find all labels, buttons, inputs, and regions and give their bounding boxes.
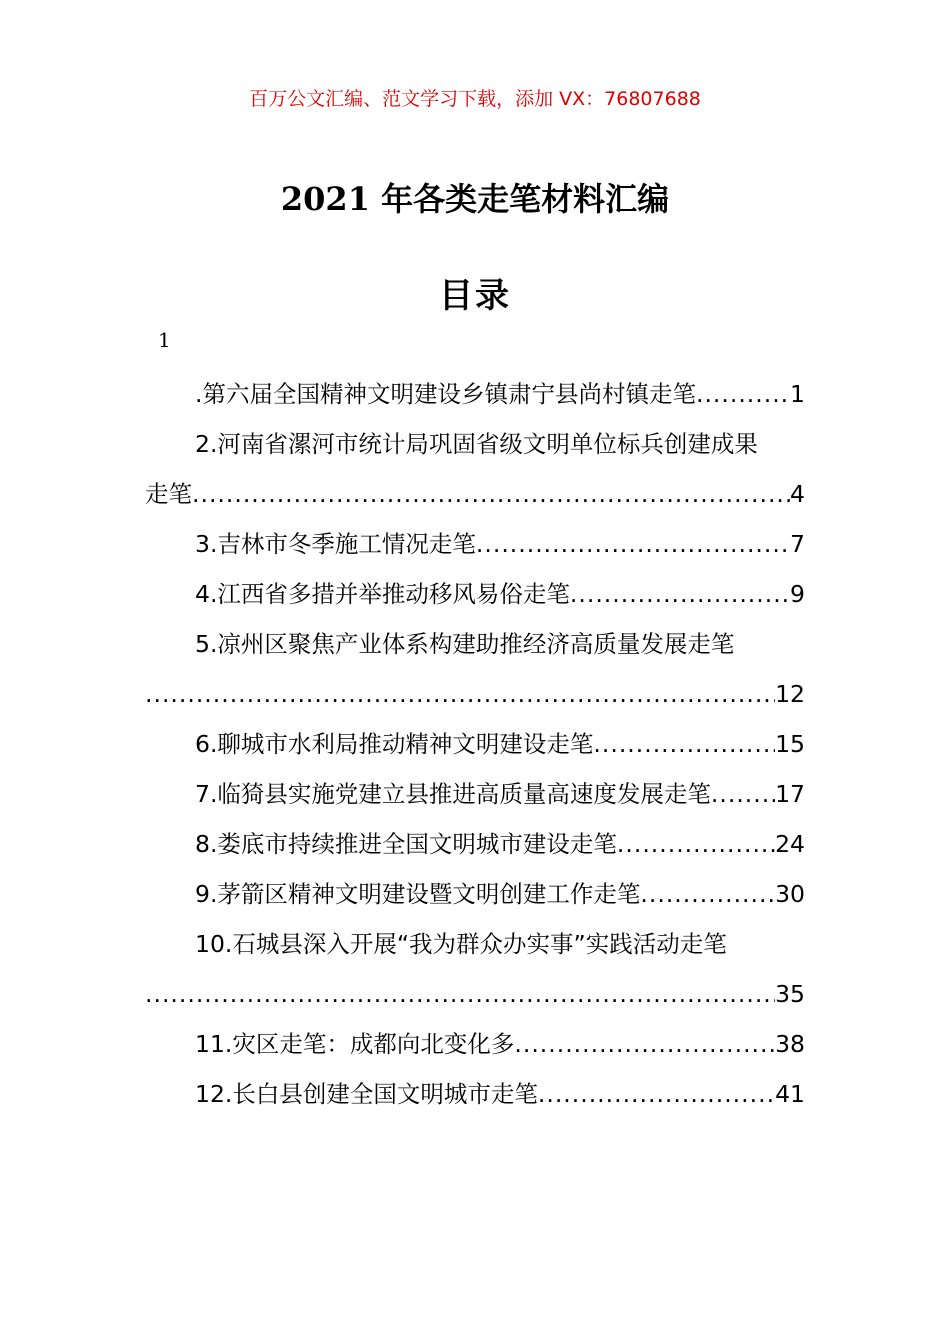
toc-entry-page: 30: [775, 880, 805, 908]
toc-entry[interactable]: [145, 819, 805, 869]
toc-entry[interactable]: [145, 1069, 805, 1119]
toc-leader-dots: [640, 869, 775, 919]
toc-entry-title: 4.江西省多措并举推动移风易俗走笔: [195, 580, 570, 608]
toc-leader-dots: [696, 369, 790, 419]
toc-entry[interactable]: [145, 869, 805, 919]
toc-leader-dots: [570, 569, 790, 619]
toc-leader-dots: [514, 1019, 775, 1069]
page-number-marker: 1: [158, 328, 171, 352]
toc-leader-dots: [476, 519, 790, 569]
toc-entry-title: 10.石城县深入开展“我为群众办实事”实践活动走笔: [195, 930, 727, 958]
header-watermark-note: 百万公文汇编、范文学习下载，添加 VX：76807688: [249, 88, 701, 110]
toc-entry-page: 7: [790, 530, 805, 558]
toc-entry-page: 12: [775, 680, 805, 708]
toc-entry[interactable]: [145, 569, 805, 619]
toc-leader-dots: [145, 969, 775, 1019]
toc-entry-page: 38: [775, 1030, 805, 1058]
toc-entry-title: .第六届全国精神文明建设乡镇肃宁县尚村镇走笔: [195, 380, 696, 408]
toc-entry-page: 24: [775, 830, 805, 858]
toc-entry-title-continued: 走笔: [145, 480, 192, 508]
toc-entry-page: 15: [775, 730, 805, 758]
toc-entry-title: 8.娄底市持续推进全国文明城市建设走笔: [195, 830, 617, 858]
toc-entry-page: 4: [790, 480, 805, 508]
toc-heading: 目录: [439, 276, 511, 316]
toc-entry-title: 2.河南省漯河市统计局巩固省级文明单位标兵创建成果: [195, 430, 758, 458]
toc-entry[interactable]: [145, 1019, 805, 1069]
toc-entry-title: 5.凉州区聚焦产业体系构建助推经济高质量发展走笔: [195, 630, 735, 658]
toc-entry[interactable]: [145, 619, 805, 719]
toc-leader-dots: [192, 469, 790, 519]
toc-entry[interactable]: [145, 519, 805, 569]
toc-entry[interactable]: [145, 719, 805, 769]
toc-leader-dots: [538, 1069, 775, 1119]
table-of-contents: [145, 369, 805, 1119]
toc-entry-title: 12.长白县创建全国文明城市走笔: [195, 1080, 538, 1108]
toc-entry-title: 3.吉林市冬季施工情况走笔: [195, 530, 476, 558]
toc-entry[interactable]: [145, 369, 805, 419]
toc-entry-title: 6.聊城市水利局推动精神文明建设走笔: [195, 730, 594, 758]
toc-leader-dots: [711, 769, 775, 819]
toc-entry-page: 35: [775, 980, 805, 1008]
toc-entry-title: 7.临猗县实施党建立县推进高质量高速度发展走笔: [195, 780, 711, 808]
toc-entry-page: 1: [790, 380, 805, 408]
toc-leader-dots: [145, 669, 775, 719]
toc-entry[interactable]: [145, 919, 805, 1019]
toc-entry-page: 9: [790, 580, 805, 608]
toc-entry-page: 41: [775, 1080, 805, 1108]
toc-entry[interactable]: [145, 769, 805, 819]
toc-entry[interactable]: [145, 419, 805, 519]
toc-entry-title: 11.灾区走笔：成都向北变化多: [195, 1030, 515, 1058]
toc-entry-page: 17: [775, 780, 805, 808]
toc-entry-title: 9.茅箭区精神文明建设暨文明创建工作走笔: [195, 880, 641, 908]
toc-leader-dots: [593, 719, 775, 769]
toc-leader-dots: [617, 819, 775, 869]
document-title: 2021 年各类走笔材料汇编: [280, 180, 670, 218]
